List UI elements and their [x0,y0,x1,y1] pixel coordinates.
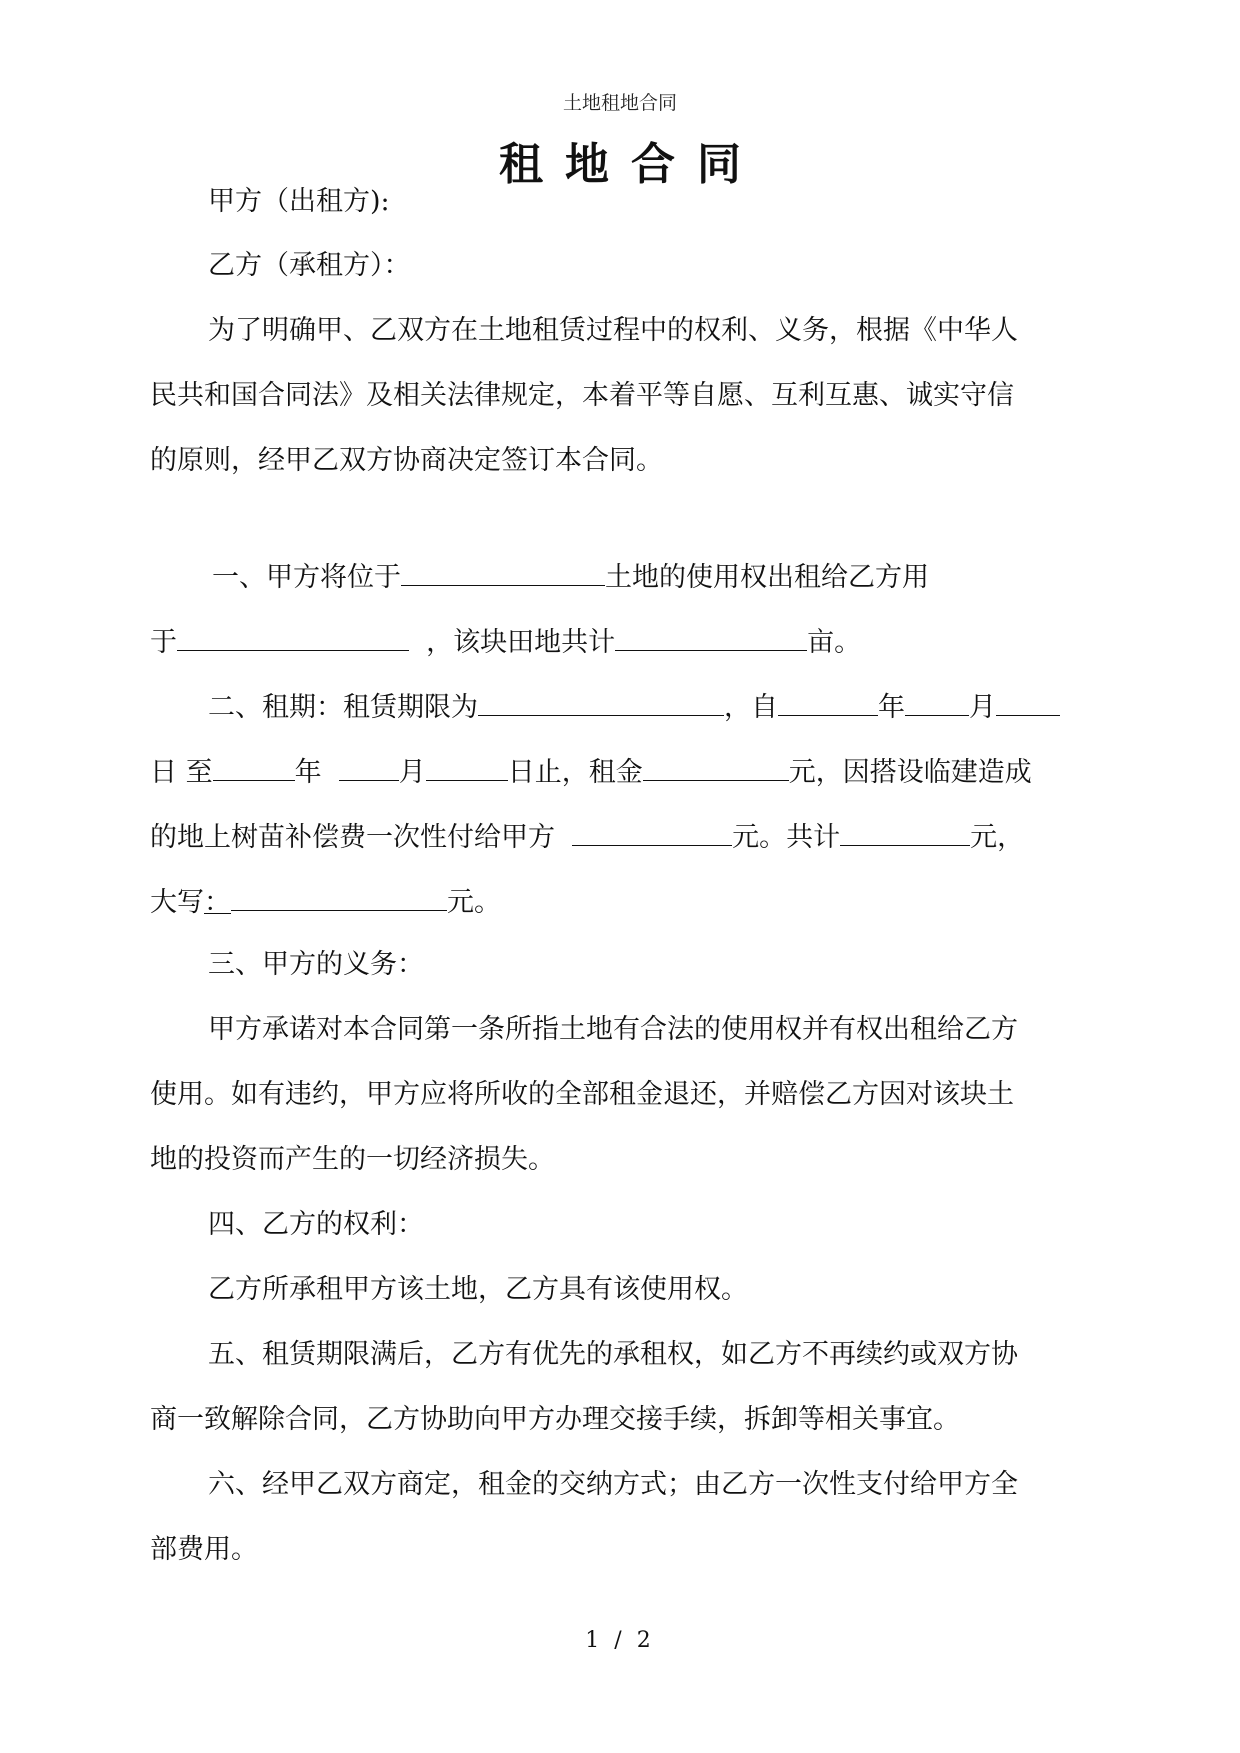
location-blank[interactable] [401,557,605,586]
page-title: 租地合同 [499,139,763,190]
start-month-blank[interactable] [905,687,969,716]
clause5-line-2: 商一致解除合同，乙方协助向甲方办理交接手续，拆卸等相关事宜。 [150,1404,960,1435]
end-year-blank[interactable] [213,752,295,781]
clause1-text-d: ，该块田地共计 [426,627,616,658]
total-blank[interactable] [840,817,970,846]
clause3-body-1: 甲方承诺对本合同第一条所指土地有合法的使用权并有权出租给乙方 [208,1014,1018,1045]
clause2-line-3 [150,817,1090,856]
clause3-body-2: 使用。如有违约，甲方应将所收的全部租金退还，并赔偿乙方因对该块土 [150,1079,1014,1110]
preamble-line-2: 民共和国合同法》及相关法律规定，本着平等自愿、互利互惠、诚实守信 [150,380,1014,411]
clause1-text-a: 一、甲方将位于 [212,562,401,593]
start-day-blank[interactable] [996,687,1060,716]
party-a-line: 甲方（出租方): [208,186,390,217]
clause6-line-2: 部费用。 [150,1534,258,1565]
preamble-line-3: 的原则，经甲乙双方协商决定签订本合同。 [150,445,663,476]
clause2-line-1 [208,687,1090,726]
clause2-text-h: 日止，租金 [507,757,643,788]
term-blank[interactable] [478,687,724,716]
end-day-blank[interactable] [426,752,508,781]
clause3-body-3: 地的投资而产生的一切经济损失。 [150,1144,555,1175]
clause3-heading: 三、甲方的义务： [208,949,424,980]
clause4-body: 乙方所承租甲方该土地，乙方具有该使用权。 [208,1274,748,1305]
clause2-text-e: 日 至 [150,757,213,788]
clause1-text-c: 于 [150,627,177,658]
clause2-line-2 [150,752,1090,791]
area-blank[interactable] [615,622,807,651]
rent-blank[interactable] [643,752,789,781]
usage-blank[interactable] [177,622,409,651]
clause2-text-k: 元。共计 [732,822,841,853]
compensation-blank[interactable] [572,817,732,846]
clause1-line-1 [212,557,1090,596]
clause6-line-1: 六、经甲乙双方商定，租金的交纳方式；由乙方一次性支付给甲方全 [208,1469,1018,1500]
clause2-text-m: 大写 [150,887,204,918]
clause2-text-i: 元，因搭设临建造成 [788,757,1032,788]
clause2-text-n: 元。 [447,887,501,918]
capital-amount-colon: ： [204,887,231,918]
clause4-heading: 四、乙方的权利： [208,1209,424,1240]
clause2-text-f: 年 [294,757,322,788]
party-b-line: 乙方（承租方）： [208,250,411,281]
clause1-text-b: 土地的使用权出租给乙方用 [605,562,929,593]
capital-amount-blank[interactable] [231,882,447,911]
clause2-text-b: ，自 [724,692,778,723]
clause1-line-2 [150,622,1090,661]
clause2-text-g: 月 [398,757,426,788]
end-month-blank[interactable] [339,752,399,781]
clause2-text-j: 的地上树苗补偿费一次性付给甲方 [150,822,555,853]
clause2-text-l: 元， [970,822,1025,853]
preamble-line-1: 为了明确甲、乙双方在土地租赁过程中的权利、义务，根据《中华人 [208,315,1018,346]
clause2-text-d: 月 [969,692,996,723]
clause1-text-e: 亩。 [807,627,862,658]
running-header: 土地租地合同 [562,92,677,114]
clause2-line-4 [150,882,1090,921]
page-number: 1 / 2 [585,1628,655,1653]
clause2-text-a: 二、租期：租赁期限为 [208,692,478,723]
clause2-text-c: 年 [878,692,905,723]
start-year-blank[interactable] [778,687,878,716]
clause5-line-1: 五、租赁期限满后，乙方有优先的承租权，如乙方不再续约或双方协 [208,1339,1018,1370]
